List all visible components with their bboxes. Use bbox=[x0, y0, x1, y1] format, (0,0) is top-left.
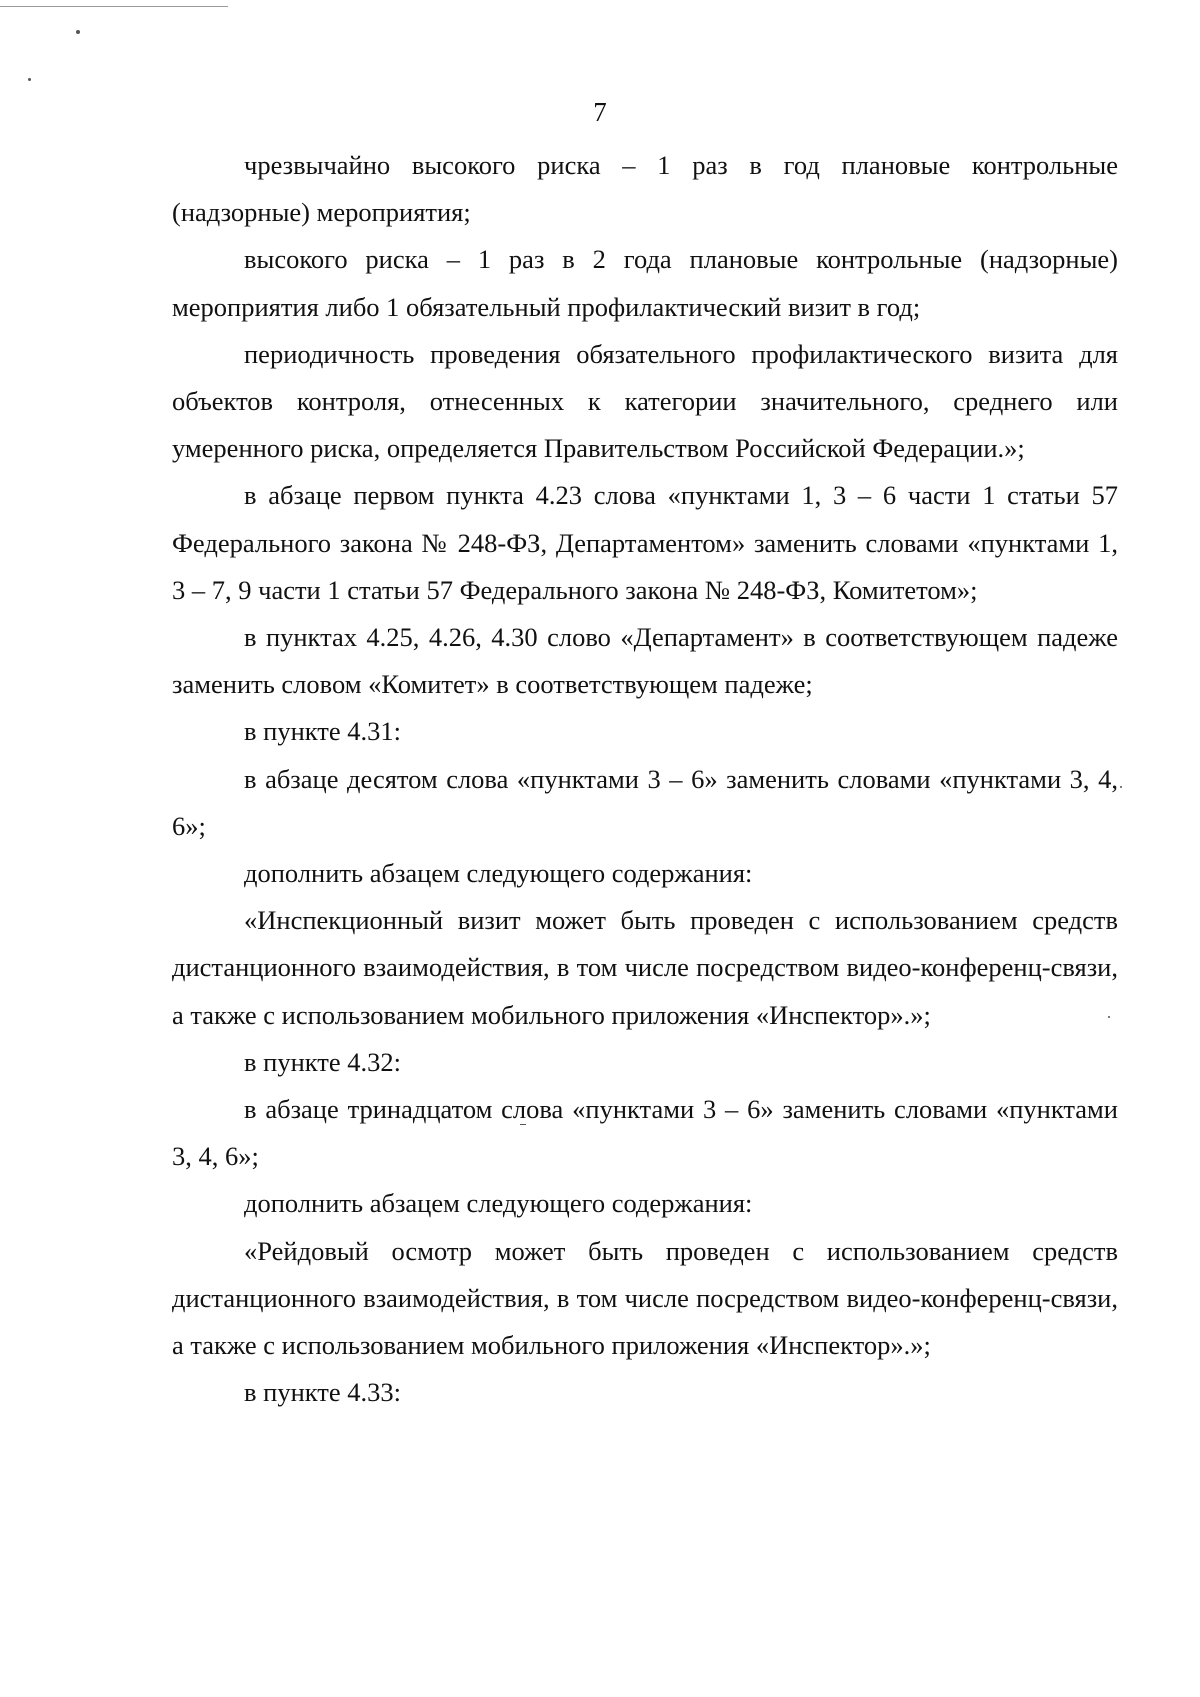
paragraph: периодичность проведения обязательного профилактического визита для объектов контроля, отнесенных к категории значительного, среднего или умеренного риска, определяется Правительством Российской Федерации.»; bbox=[172, 338, 1118, 464]
paragraph: в абзаце первом пункта 4.23 слова «пунктами 1, 3 – 6 части 1 статьи 57 Федерального закона № 248-ФЗ, Департаментом» заменить словами «пунктами 1, 3 – 7, 9 части 1 статьи 57 Федерального закона № 248-ФЗ, Комитетом»; bbox=[172, 480, 1118, 605]
scan-speck bbox=[76, 30, 80, 34]
paragraph: дополнить абзацем следующего содержания: bbox=[244, 858, 753, 889]
paragraph: в пунктах 4.25, 4.26, 4.30 слово «Департамент» в соответствующем падеже заменить словом «Комитет» в соответствующем падеже; bbox=[172, 622, 1118, 700]
paragraph: в абзаце тринадцатом слова «пунктами 3 – 6» заменить словами «пунктами 3, 4, 6»; bbox=[172, 1094, 1118, 1172]
scan-speck bbox=[1120, 786, 1122, 788]
page-number: 7 bbox=[593, 97, 607, 127]
paragraph: «Рейдовый осмотр может быть проведен с использованием средств дистанционного взаимодействия, в том числе посредством видео-конференц-связи, а также с использованием мобильного приложения «Инспектор».»; bbox=[172, 1235, 1118, 1361]
paragraph: «Инспекционный визит может быть проведен с использованием средств дистанционного взаимодействия, в том числе посредством видео-конференц-связи, а также с использованием мобильного приложения «Инспектор».»; bbox=[172, 905, 1118, 1030]
document-body bbox=[172, 142, 1118, 1416]
paragraph: в абзаце десятом слова «пунктами 3 – 6» заменить словами «пунктами 3, 4, 6»; bbox=[172, 763, 1118, 841]
top-edge-rule bbox=[0, 6, 228, 7]
paragraph: в пункте 4.32: bbox=[244, 1046, 401, 1077]
paragraph: высокого риска – 1 раз в 2 года плановые контрольные (надзорные) мероприятия либо 1 обязательный профилактический визит в год; bbox=[172, 244, 1118, 322]
paragraph: чрезвычайно высокого риска – 1 раз в год плановые контрольные (надзорные) мероприятия; bbox=[172, 150, 1118, 228]
scan-speck bbox=[28, 78, 31, 81]
paragraph: дополнить абзацем следующего содержания: bbox=[244, 1188, 753, 1219]
paragraph: в пункте 4.31: bbox=[244, 716, 401, 747]
paragraph: в пункте 4.33: bbox=[244, 1377, 401, 1408]
